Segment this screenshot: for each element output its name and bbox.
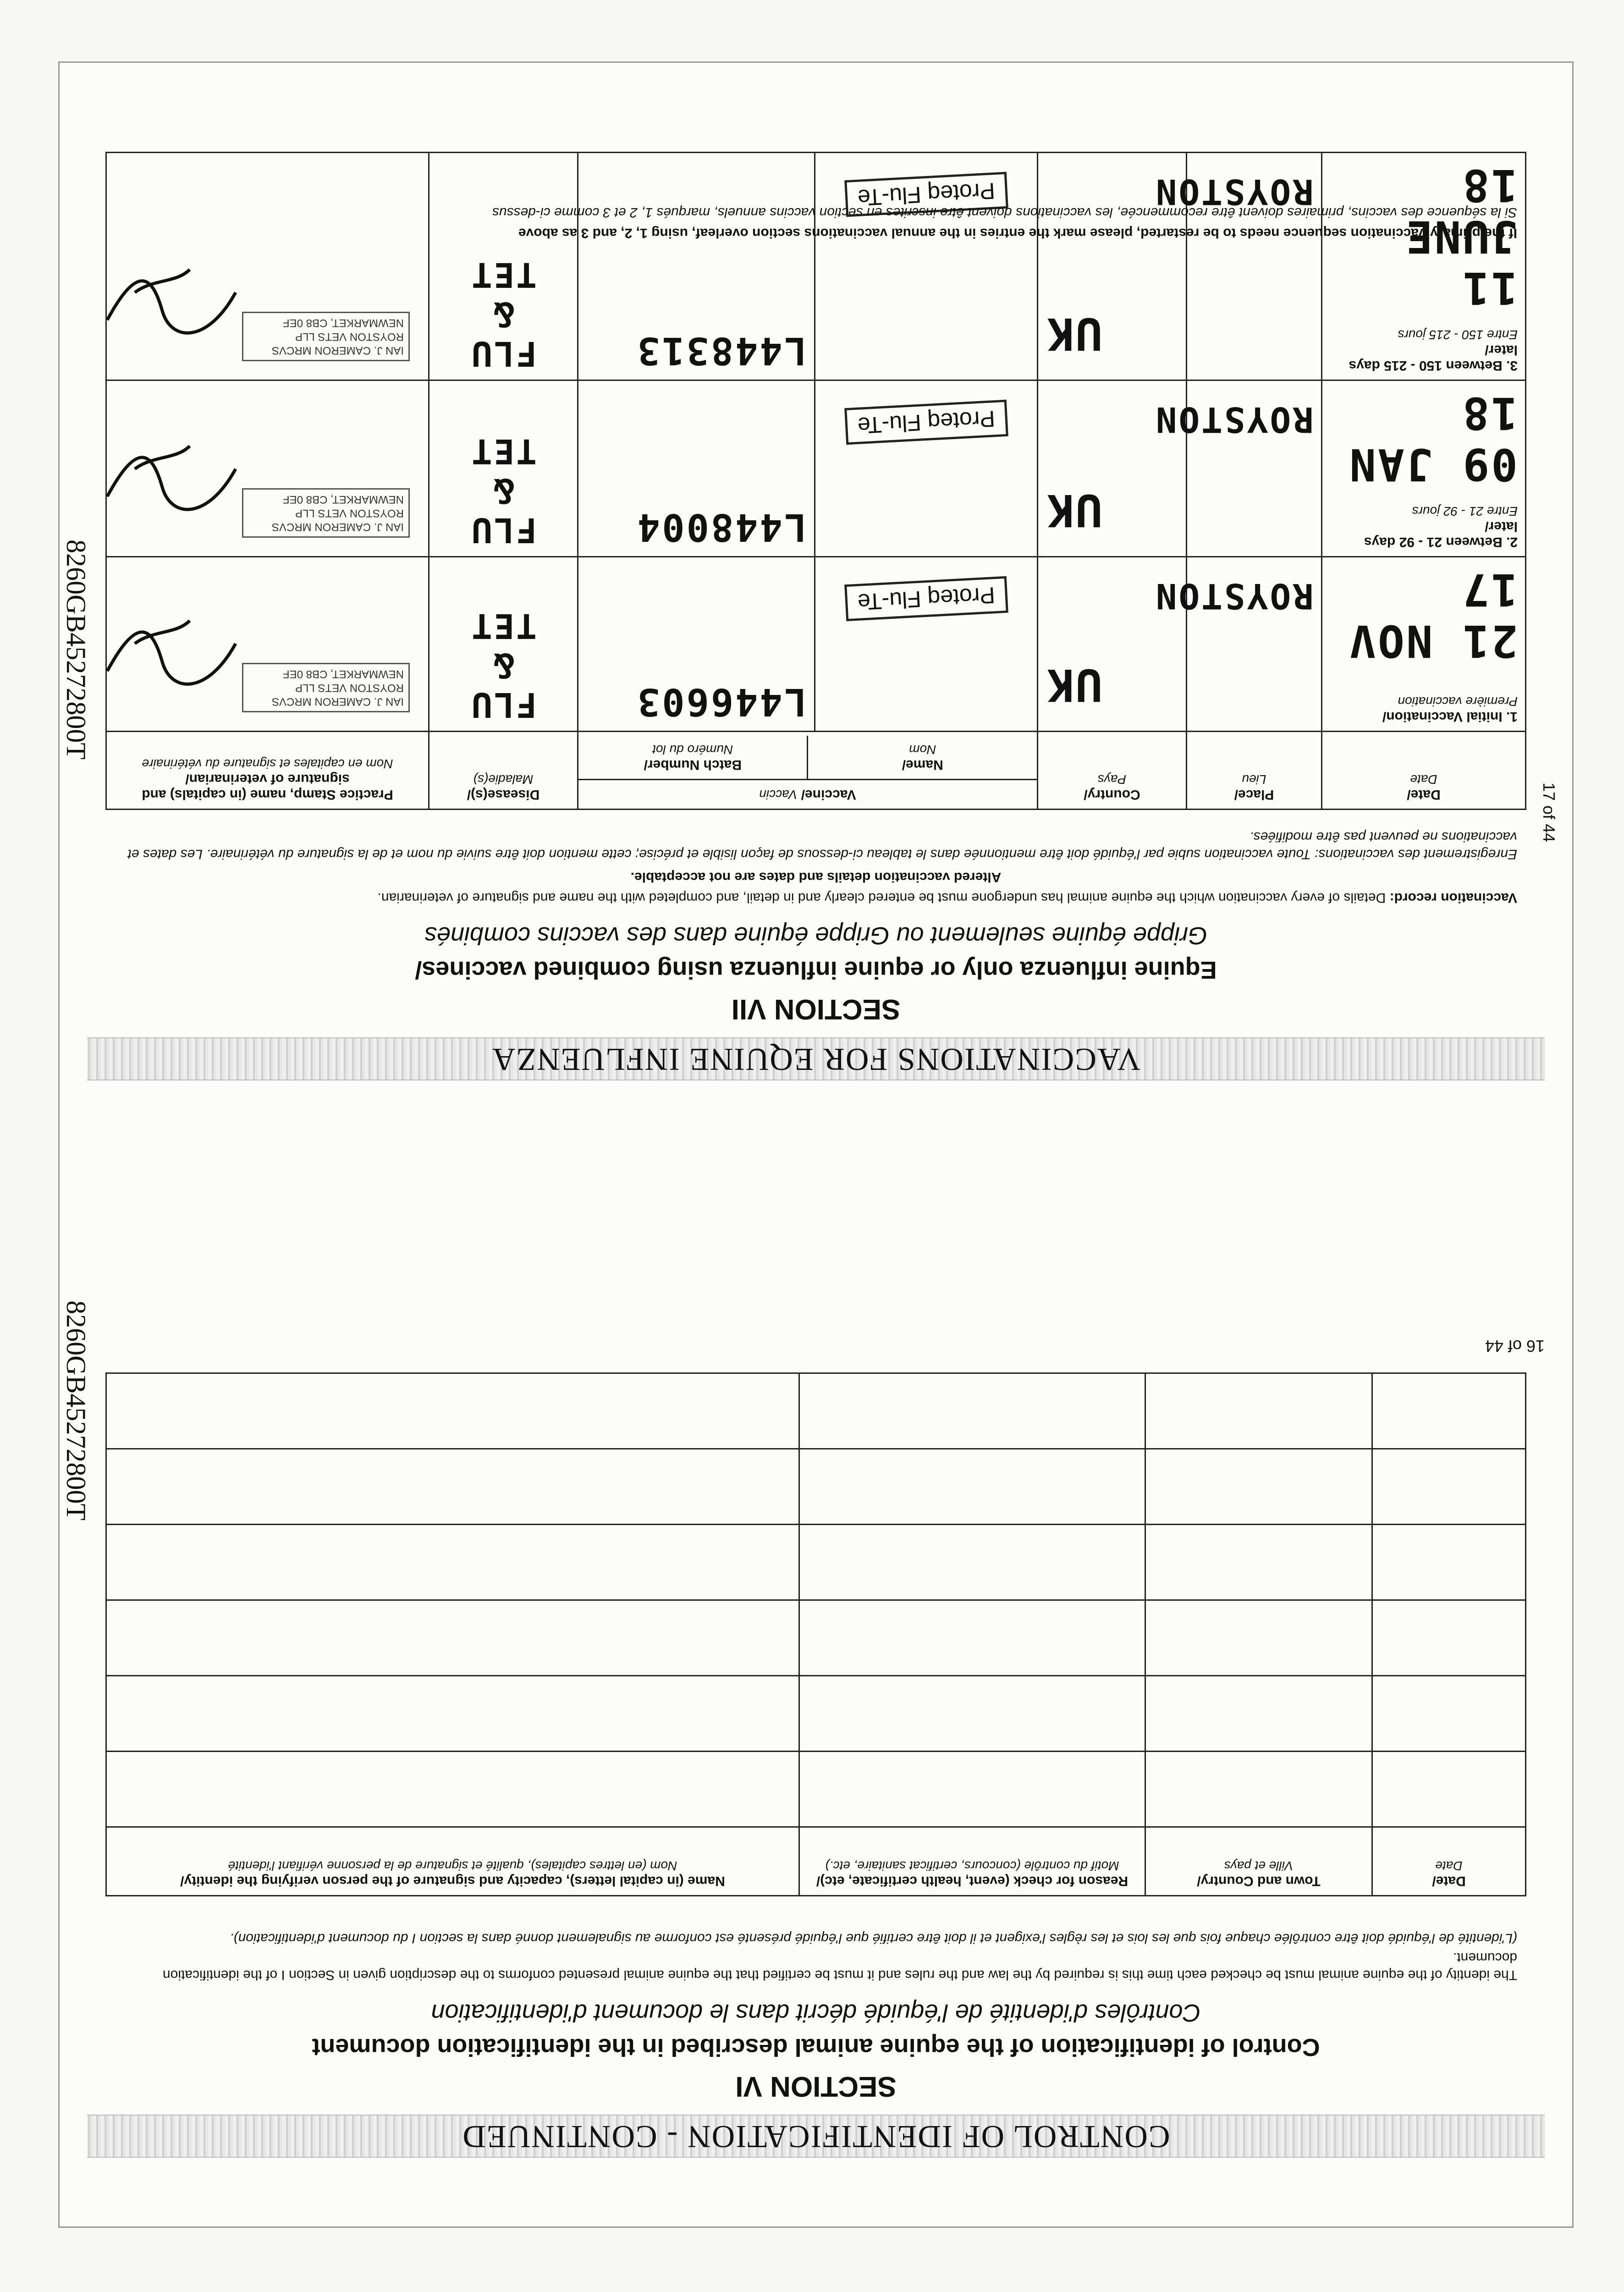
handwritten-date: 11 JUNE 18: [1404, 160, 1518, 314]
col-reason-header: Reason for check (event, health certificate, etc)/ Motif du contrôle (concours, certificat sanitaire, etc.): [799, 1827, 1145, 1896]
table-row: [106, 1752, 1526, 1827]
col-vaccine-header: Vaccine/ Vaccin Name/ Nom Batch Number/ Numéro du lot: [578, 732, 1038, 810]
passport-sheet: [58, 61, 1574, 2228]
page16-intro-en: The identity of the equine animal must be checked each time this is required by the law and the rules and it must be certified that the equine animal presented conforms to the description given in Section I of the identification document.: [162, 1950, 1517, 1983]
handwritten-country: UK: [1046, 659, 1102, 711]
col-disease-header: Disease(s)/ Maladie(s): [429, 732, 578, 810]
vaccination-place-cell: [1154, 380, 1322, 557]
vaccine-name-stamp: Proteq Flu-Te: [844, 576, 1008, 621]
veterinarian-signature: [89, 602, 245, 712]
page17-bar-title: VACCINATIONS FOR EQUINE INFLUENZA: [491, 1041, 1141, 1077]
table-row: [106, 1676, 1526, 1752]
handwritten-country: UK: [1046, 485, 1102, 536]
page16-document-id: 8260GB45272800T: [61, 1300, 91, 1521]
table-row: [106, 1600, 1526, 1676]
page17-subheading: Grippe équine seulement ou Grippe équine dans des vaccins combinés: [424, 922, 1208, 949]
vaccination-stamp-cell: [106, 380, 429, 557]
page17-section-label: SECTION VII: [731, 993, 901, 1025]
vaccination-vaccine-cell: [578, 153, 1038, 380]
practice-stamp: IAN J. CAMERON MRCVS ROYSTON VETS LLP NEWMARKET, CB8 0EF: [242, 312, 410, 361]
page17-record-en: [115, 889, 1517, 906]
vaccination-date-cell: 2. Between 21 - 92 days later/ Entre 21 - 92 jours 09 JAN 18: [1322, 380, 1526, 557]
table-row: [106, 1525, 1526, 1600]
handwritten-place: ROYSTON: [1154, 399, 1314, 440]
veterinarian-signature: [89, 251, 245, 361]
page17-title-bar: [87, 1037, 1545, 1080]
col-vaccine-name-header: Name/ Nom: [807, 736, 1037, 779]
col-date-header: Date/ Date: [1322, 732, 1526, 810]
handwritten-place: ROYSTON: [1154, 576, 1314, 617]
vaccination-place-cell: [1154, 557, 1322, 732]
vaccination-disease-cell: FLU & TET: [429, 557, 578, 732]
table-row: [106, 380, 1526, 557]
vaccination-stamp-cell: [106, 153, 429, 380]
vaccination-disease-cell: FLU & TET: [429, 380, 578, 557]
vaccination-stamp-cell: [106, 557, 429, 732]
page16-page-number: 16 of 44: [1485, 1337, 1545, 1355]
col-verifier-header: Name (in capital letters), capacity and signature of the person verifying the identity/ Nom (en lettres capitales), qualité et signature de la personne vérifiant l'identité: [106, 1827, 799, 1896]
page16-intro-fr: (L'identité de l'équidé doit être contrôlée chaque fois que les lois et les règles l'exigent et il doit être certifié que l'équidé présenté est conforme au signalement donné dans la section I du document d'identification).: [230, 1931, 1517, 1946]
handwritten-batch: L448313: [635, 329, 807, 372]
vaccination-header-row: [106, 732, 1526, 810]
record-label: Vaccination record:: [1389, 890, 1517, 905]
practice-stamp: IAN J. CAMERON MRCVS ROYSTON VETS LLP NEWMARKET, CB8 0EF: [242, 488, 410, 538]
page16-section-label: SECTION VI: [735, 2071, 897, 2102]
identity-check-table: [105, 1372, 1526, 1896]
col-date-header: Date/ Date: [1372, 1827, 1526, 1896]
veterinarian-signature: [89, 428, 245, 538]
vaccine-name-stamp: Proteq Flu-Te: [844, 172, 1008, 217]
vaccination-date-cell: 1. Initial Vaccination/ Première vaccination 21 NOV 17: [1322, 557, 1526, 732]
page16-heading: Control of identification of the equine animal described in the identification document: [312, 2033, 1320, 2061]
page17-page-number: 17 of 44: [1540, 782, 1558, 843]
table-row: [106, 1449, 1526, 1525]
handwritten-date: 21 NOV 17: [1348, 564, 1518, 667]
vaccination-table: [105, 152, 1526, 810]
col-batch-header: Batch Number/ Numéro du lot: [644, 743, 742, 772]
vaccination-vaccine-cell: [578, 557, 1038, 732]
practice-stamp: IAN J. CAMERON MRCVS ROYSTON VETS LLP NEWMARKET, CB8 0EF: [242, 663, 410, 712]
col-place-header: Place/ Lieu: [1187, 732, 1322, 810]
page17-footnote-fr: Si la séquence des vaccins, primaires doivent être recommencée, les vaccinations doivent être inscrites en section vaccins annuels, marqués 1, 2 et 3 comme ci-dessus: [492, 205, 1517, 220]
handwritten-place: ROYSTON: [1154, 171, 1314, 212]
vaccination-place-cell: [1154, 153, 1322, 380]
col-country-header: Country/ Pays: [1038, 732, 1187, 810]
handwritten-country: UK: [1046, 308, 1102, 359]
handwritten-date: 09 JAN 18: [1348, 387, 1518, 490]
page17-footnote-en: If the primary vaccination sequence needs to be restarted, please mark the entries in the annual vaccinations section overleaf, using 1, 2, and 3 as above: [518, 226, 1517, 241]
col-town-header: Town and Country/ Ville et pays: [1145, 1827, 1372, 1896]
page17-document-id: 8260GB45272800T: [61, 540, 91, 760]
record-text: Details of every vaccination which the equine animal has undergone must be entered clearly and in detail, and completed with the name and signature of veterinarian.: [377, 890, 1386, 905]
identity-check-header-row: [106, 1827, 1526, 1896]
col-stamp-header: Practice Stamp, name (in capitals) and signature of veterinarian/ Nom en capitales et signature du vétérinaire: [106, 732, 429, 810]
handwritten-batch: L448004: [635, 505, 807, 549]
vaccination-date-cell: 3. Between 150 - 215 days later/ Entre 150 - 215 jours 11 JUNE 18: [1322, 153, 1526, 380]
vaccine-name-stamp: Proteq Flu-Te: [844, 400, 1008, 445]
page17-heading: Equine influenza only or equine influenza using combined vaccines/: [415, 956, 1217, 984]
page16-subheading: Contrôles d'identité de l'équidé décrit dans le document d'identification: [431, 1999, 1201, 2027]
page17-record-en-2: Altered vaccination details and dates are not acceptable.: [630, 870, 1002, 885]
handwritten-batch: L446603: [635, 680, 807, 723]
vaccination-disease-cell: FLU & TET: [429, 153, 578, 380]
page16-title-bar: [87, 2115, 1545, 2158]
table-row: [106, 1373, 1526, 1449]
page16-bar-title: CONTROL OF IDENTIFICATION - CONTINUED: [462, 2119, 1170, 2154]
table-row: [106, 153, 1526, 380]
table-row: [106, 557, 1526, 732]
vaccination-vaccine-cell: [578, 380, 1038, 557]
page17-record-fr: Enregistrement des vaccinations: Toute vaccination subie par l'équidé doit être mentionnée dans le tableau ci-dessous de façon lisible et précise; cette mention doit être suivie du nom et de la signature du vétérinaire. Les dates et vaccinations ne peuvent pas être modifiées.: [127, 829, 1517, 862]
